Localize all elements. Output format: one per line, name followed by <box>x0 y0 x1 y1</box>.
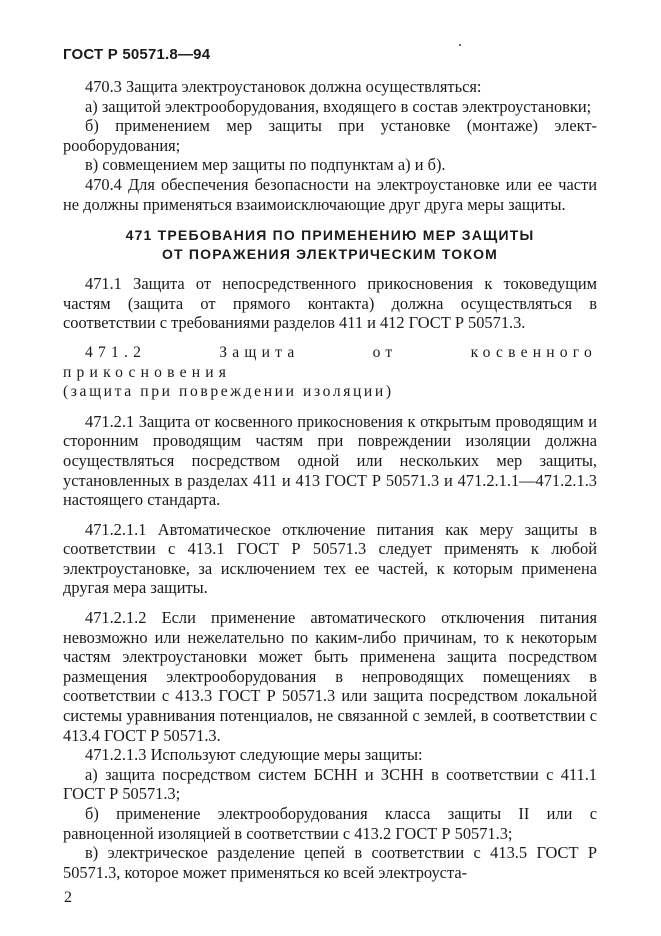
paragraph-470-3: 470.3 Защита электроустановок должна осуществляться: <box>85 77 482 96</box>
paragraph-471-2-1-3: 471.2.1.3 Используют следующие меры защиты: <box>85 745 423 765</box>
paragraph-470-3-b: б) применением мер защиты при установке (монтаже) электрооборудования; <box>63 116 597 155</box>
section-heading-line-2: ОТ ПОРАЖЕНИЯ ЭЛЕКТРИЧЕСКИМ ТОКОМ <box>161 246 499 263</box>
scan-speck <box>459 44 461 46</box>
subheading-471-2-line-2: (защита при повреждении изоляции) <box>63 383 394 401</box>
subheading-471-2 <box>63 343 597 402</box>
paragraph-470-3-a: а) защитой электрооборудования, входящего в состав электроустановки; <box>85 96 592 116</box>
subheading-471-2-line-1: 471.2 Защита от косвенного прикосновения <box>63 343 597 381</box>
paragraph-471-1: 471.1 Защита от непосредственного прикосновения к токоведущим частям (защита от прямого контакта) должна осуществляться в соответствии с требованиями разделов 411 и 412 ГОСТ Р 50571.3. <box>63 274 597 333</box>
paragraph-471-2-1-2: 471.2.1.2 Если применение автоматического отключения питания невозможно или нежелательно по каким-либо причинам, то к некоторым частям электроустановки может быть применена защита посредством размещения электрооборудования в непроводящих помещениях в соответствии с 413.3 ГОСТ Р 50571.3 или защита посредством локальной системы уравнивания потенциалов, не связанной с землей, в соответствии с 413.4 ГОСТ Р 50571.3. <box>63 608 597 745</box>
document-code-header: ГОСТ Р 50571.8—94 <box>63 46 211 63</box>
paragraph-470-3-c: в) совмещением мер защиты по подпунктам а) и б). <box>85 155 446 175</box>
document-body <box>63 77 597 882</box>
paragraph-471-2-1-3-b: б) применение электрооборудования класса защиты II или с равноценной изоляцией в соответствии с 413.2 ГОСТ Р 50571.3; <box>63 804 597 843</box>
page-number: 2 <box>64 889 72 906</box>
paragraph-471-2-1-3-a: а) защита посредством систем БСНН и ЗСНН в соответствии с 411.1 ГОСТ Р 50571.3; <box>63 764 597 804</box>
paragraph-471-2-1-1: 471.2.1.1 Автоматическое отключение питания как меру защиты в соответствии с 413.1 ГОСТ Р 50571.3 следует применять к любой электроустановке, за исключением тех ее частей, к которым применена другая мера защиты. <box>63 519 597 598</box>
section-heading-line-1: 471 ТРЕБОВАНИЯ ПО ПРИМЕНЕНИЮ МЕР ЗАЩИТЫ <box>125 227 535 244</box>
paragraph-470-4: 470.4 Для обеспечения безопасности на электроустановке или ее части не должны применяться взаимоисключающие друг друга меры защиты. <box>63 174 597 214</box>
paragraph-471-2-1: 471.2.1 Защита от косвенного прикосновения к открытым проводящим и сторонним проводящим частям при повреждении изоляции должна осуществляться посредством одной или нескольких мер защиты, установленных в разделах 411 и 413 ГОСТ Р 50571.3 и 471.2.1.1—471.2.1.3 настоящего стандарта. <box>63 411 597 510</box>
paragraph-471-2-1-3-c: в) электрическое разделение цепей в соответствии с 413.5 ГОСТ Р 50571.3, которое может применяться ко всей электроуста- <box>63 843 597 882</box>
section-heading-471 <box>63 226 597 264</box>
